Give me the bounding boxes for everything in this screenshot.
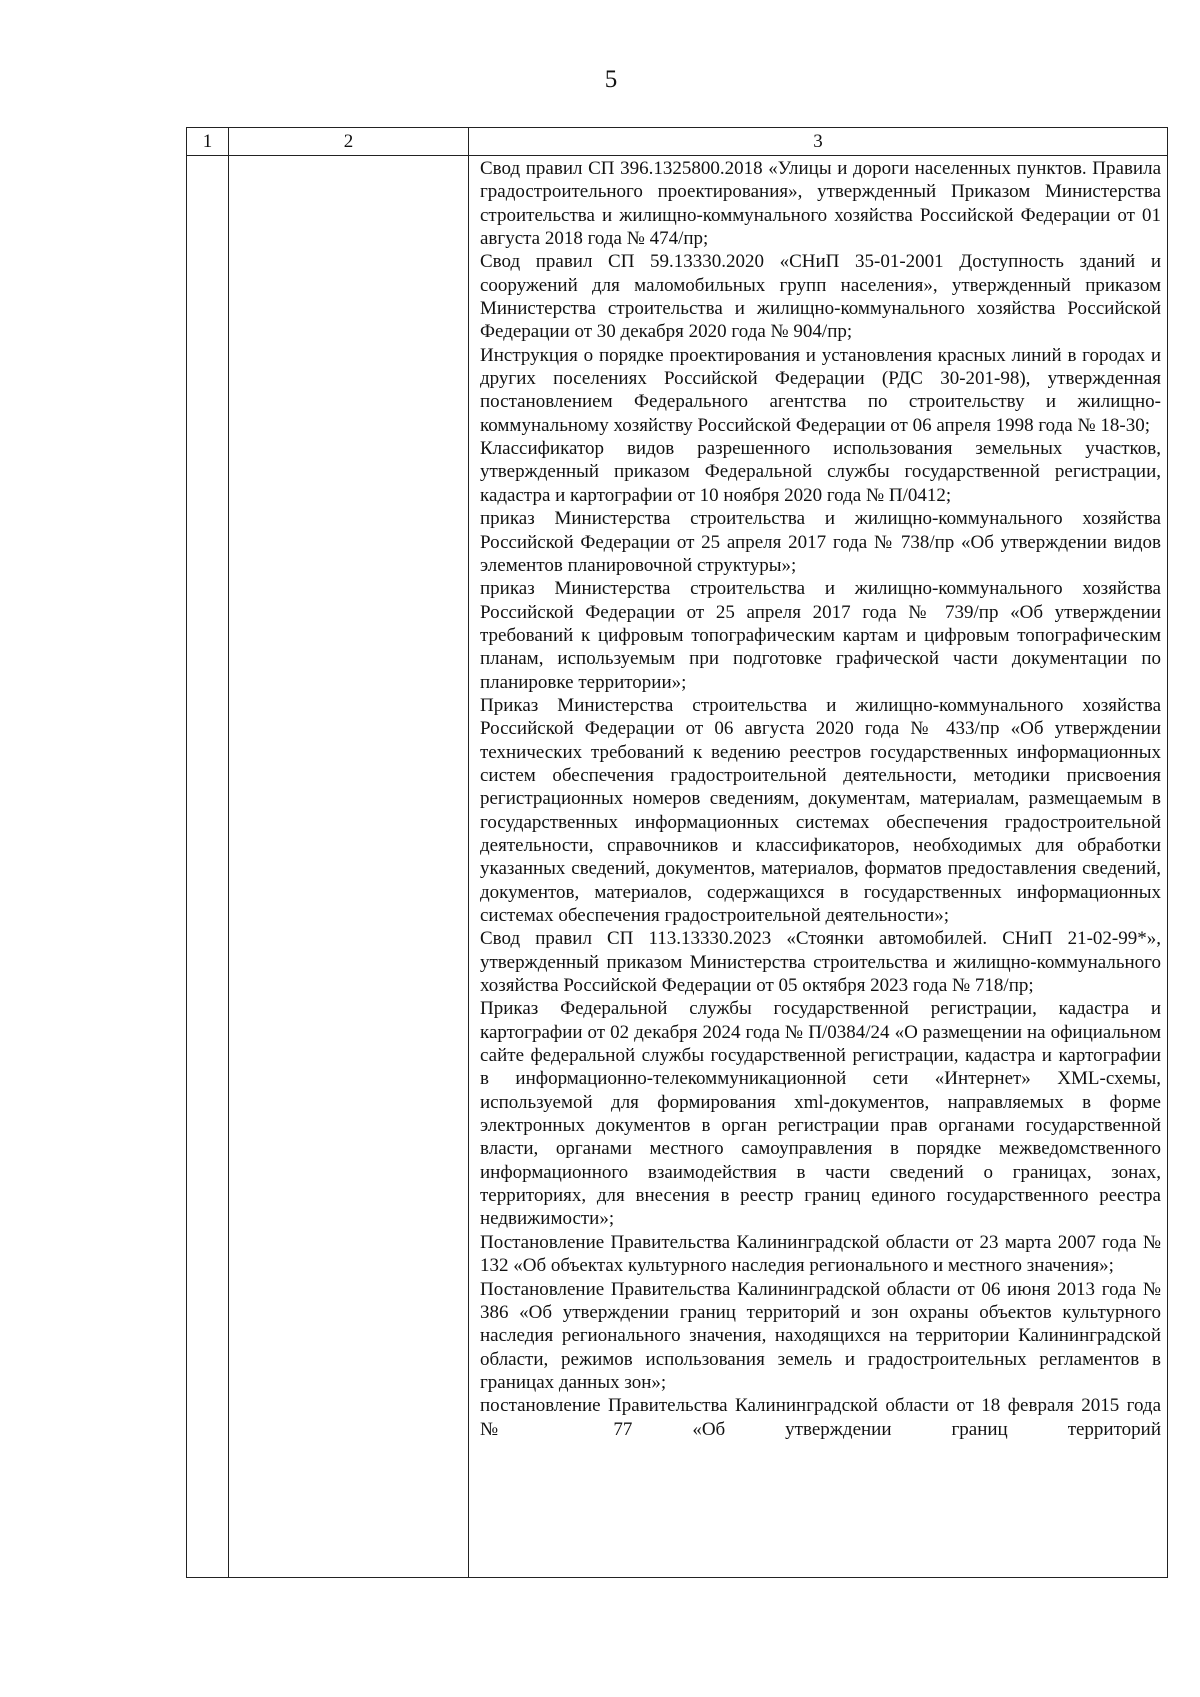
regulation-entry: Классификатор видов разрешенного использования земельных участков, утвержденный приказом Федеральной службы государственной регистрации, кадастра и картографии от 10 ноября 2020 года № П/0412; [480,438,1161,506]
regulation-entry: Приказ Министерства строительства и жилищно-коммунального хозяйства Российской Федерации от 06 августа 2020 года № 433/пр «Об утверждении технических требований к ведению реестров государственных информационных систем обеспечения градостроительной деятельности, методики присвоения регистрационных номеров сведениям, документам, материалам, размещаемым в государственных информационных системах обеспечения градостроительной деятельности, справочников и классификаторов, необходимых для обработки указанных сведений, документов, материалов, форматов предоставления сведений, документов, материалов, содержащихся в государственных информационных системах обеспечения градостроительной деятельности»; [480,694,1161,926]
column-2-cell [229,156,469,1578]
regulation-entry: постановление Правительства Калининградской области от 18 февраля 2015 года № 77 «Об утверждении границ территорий [480,1395,1161,1440]
regulation-entry: Инструкция о порядке проектирования и установления красных линий в городах и других поселениях Российской Федерации (РДС 30-201-98), утвержденная постановлением Федерального агентства по строительству и жилищно-коммунальному хозяйству Российской Федерации от 06 апреля 1998 года № 18-30; [480,344,1161,436]
column-header-3: 3 [469,128,1168,156]
column-header-1: 1 [187,128,229,156]
regulation-entry: приказ Министерства строительства и жилищно-коммунального хозяйства Российской Федерации от 25 апреля 2017 года № 738/пр «Об утверждении видов элементов планировочной структуры»; [480,508,1161,576]
regulation-entry: Свод правил СП 59.13330.2020 «СНиП 35-01-2001 Доступность зданий и сооружений для маломобильных групп населения», утвержденный приказом Министерства строительства и жилищно-коммунального хозяйства Российской Федерации от 30 декабря 2020 года № 904/пр; [480,251,1161,343]
table-row [187,156,1168,1578]
column-3-cell [469,156,1168,1578]
document-table [186,127,1168,1578]
regulation-entry: Постановление Правительства Калининградской области от 06 июня 2013 года № 386 «Об утверждении границ территорий и зон охраны объектов культурного наследия регионального значения, находящихся на территории Калининградской области, режимов использования земель и градостроительных регламентов в границах данных зон»; [480,1278,1161,1393]
regulation-entry: Свод правил СП 113.13330.2023 «Стоянки автомобилей. СНиП 21-02-99*», утвержденный приказом Министерства строительства и жилищно-коммунального хозяйства Российской Федерации от 05 октября 2023 года № 718/пр; [480,928,1161,997]
table-header-row [187,128,1168,156]
regulation-entry: приказ Министерства строительства и жилищно-коммунального хозяйства Российской Федерации от 25 апреля 2017 года № 739/пр «Об утверждении требований к цифровым топографическим картам и цифровым топографическим планам, используемым при подготовке графической части документации по планировке территории»; [480,578,1161,693]
regulation-entry: Приказ Федеральной службы государственной регистрации, кадастра и картографии от 02 декабря 2024 года № П/0384/24 «О размещении на официальном сайте федеральной службы государственной регистрации, кадастра и картографии в информационно-телекоммуникационной сети «Интернет» XML-схемы, используемой для формирования xml-документов, направляемых в форме электронных документов в орган регистрации прав органами государственной власти, органами местного самоуправления в порядке межведомственного информационного взаимодействия в части сведений о границах, зонах, территориях, для внесения в реестр границ единого государственного реестра недвижимости»; [480,998,1161,1230]
column-header-2: 2 [229,128,469,156]
regulation-entry: Свод правил СП 396.1325800.2018 «Улицы и дороги населенных пунктов. Правила градостроительного проектирования», утвержденный Приказом Министерства строительства и жилищно-коммунального хозяйства Российской Федерации от 01 августа 2018 года № 474/пр; [480,158,1161,250]
page-number: 5 [604,66,618,93]
column-1-cell [187,156,229,1578]
regulation-entry: Постановление Правительства Калининградской области от 23 марта 2007 года № 132 «Об объектах культурного наследия регионального и местного значения»; [480,1231,1161,1277]
